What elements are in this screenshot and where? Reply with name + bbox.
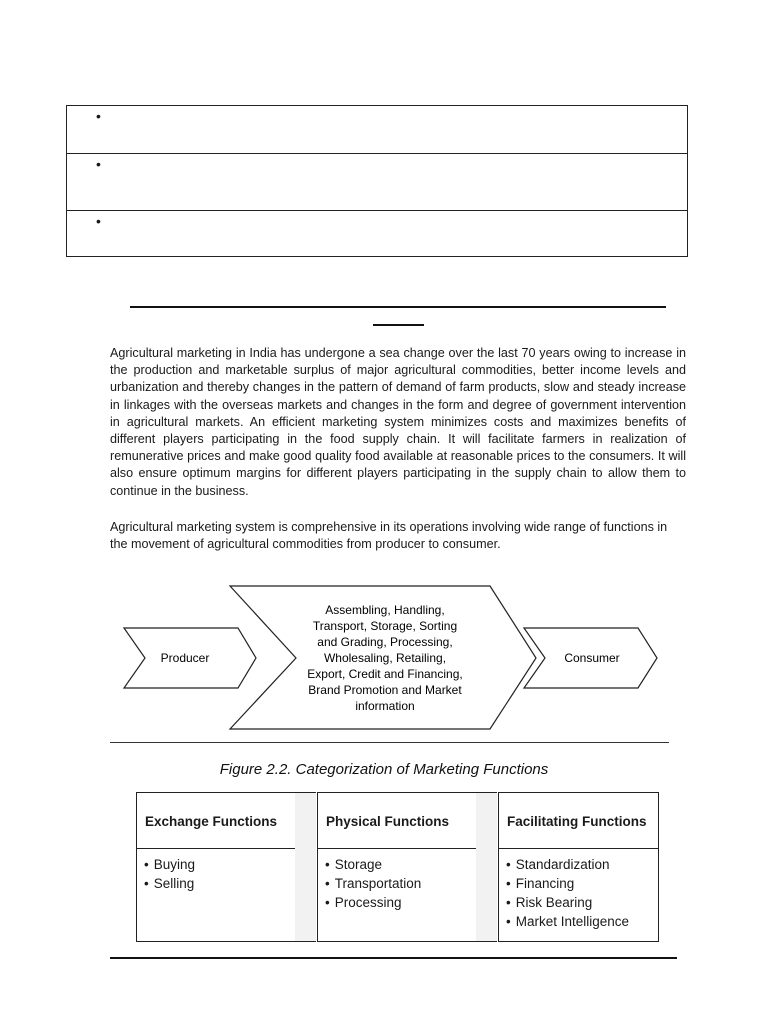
bullet-icon: •	[96, 108, 101, 124]
functions-line: Wholesaling, Retailing,	[323, 651, 447, 665]
functions-line: Export, Credit and Financing,	[307, 667, 463, 681]
functions-line: information	[355, 699, 415, 713]
list-item: • Buying	[144, 855, 295, 874]
physical-functions-column	[317, 792, 477, 942]
list-item: • Storage	[325, 855, 476, 874]
list-item: • Standardization	[506, 855, 658, 874]
functions-line: Brand Promotion and Market	[308, 683, 462, 697]
list-item: • Transportation	[325, 874, 476, 893]
column-spacer	[295, 792, 316, 942]
bullet-icon: •	[96, 156, 101, 172]
figure-divider	[110, 742, 669, 743]
bullet-icon: •	[96, 213, 101, 229]
list-item: • Market Intelligence	[506, 912, 658, 931]
scope-paragraph: Agricultural marketing system is comprehensive in its operations involving wide range of functions in the movement of agricultural commodities from producer to consumer.	[110, 520, 668, 552]
function-table	[136, 792, 659, 942]
functions-line: Assembling, Handling,	[325, 603, 445, 617]
list-item: • Processing	[325, 893, 476, 912]
bottom-divider	[110, 957, 677, 959]
column-header: Facilitating Functions	[499, 793, 658, 849]
column-header: Exchange Functions	[137, 793, 295, 849]
intro-paragraph: Agricultural marketing in India has undergone a sea change over the last 70 years owing to increase in the production and marketable surplus of major agricultural commodities, better income levels and urbanization and thereby changes in the pattern of demand of farm products, slow and steady increase in linkages with the overseas markets and changes in the form and degree of government intervention in agricultural markets. An efficient marketing system minimizes costs and maximizes benefits of different players participating in the food supply chain. It will facilitate farmers in realization of remunerative prices and make good quality food available at reasonable prices to the consumers. It will also ensure optimum margins for different players participating in the supply chain to allow them to continue in the business.	[110, 346, 686, 498]
functions-line: Transport, Storage, Sorting	[312, 619, 458, 633]
list-item: • Selling	[144, 874, 295, 893]
figure-caption: Figure 2.2. Categorization of Marketing Functions	[219, 761, 549, 778]
facilitating-functions-column	[498, 792, 659, 942]
functions-line: and Grading, Processing,	[317, 635, 453, 649]
exchange-functions-column	[136, 792, 296, 942]
column-header: Physical Functions	[318, 793, 476, 849]
list-item: • Financing	[506, 874, 658, 893]
producer-label: Producer	[160, 651, 210, 665]
column-spacer	[476, 792, 497, 942]
consumer-label: Consumer	[564, 651, 620, 665]
list-item: • Risk Bearing	[506, 893, 658, 912]
